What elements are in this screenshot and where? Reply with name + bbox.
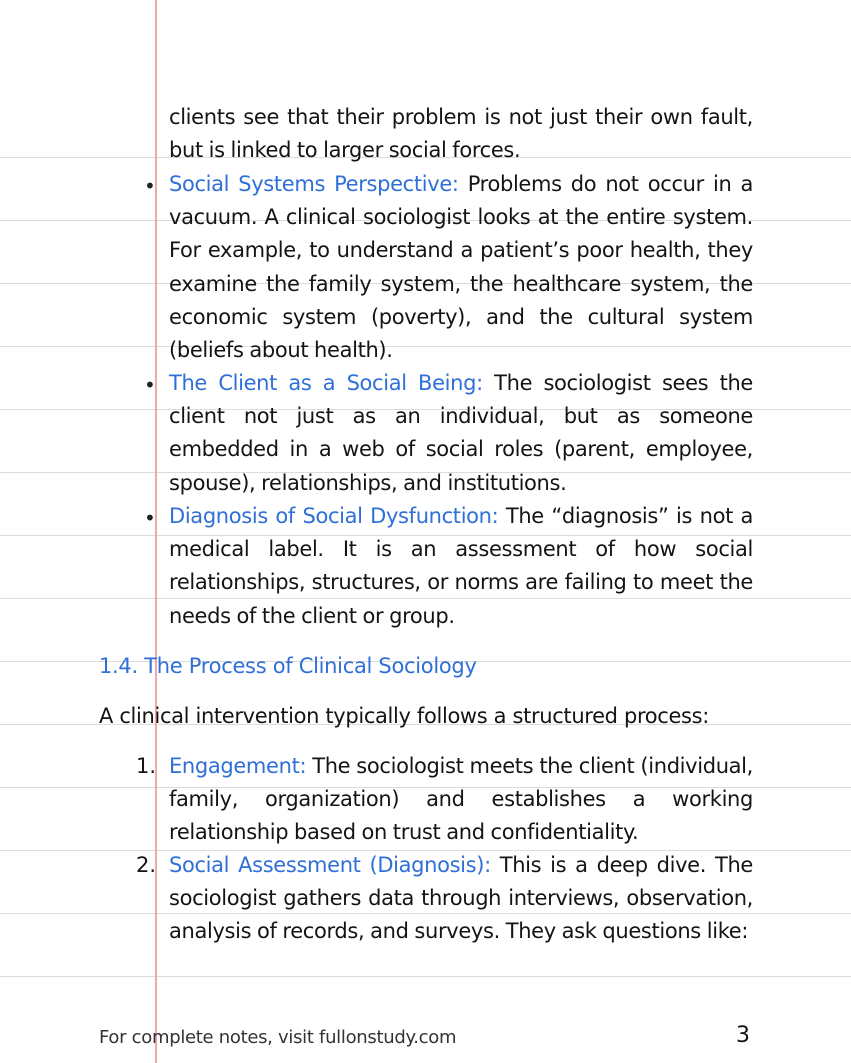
bullet-term: Social Systems Perspective: <box>169 172 459 196</box>
continuation-paragraph <box>169 101 753 167</box>
bullet-term: Diagnosis of Social Dysfunction: <box>169 504 499 528</box>
bullet-item-social-systems <box>169 168 753 367</box>
section-intro: A clinical intervention typically follows a structured process: <box>99 704 709 728</box>
step-engagement <box>169 750 753 850</box>
step-social-assessment <box>169 849 753 949</box>
page-number: 3 <box>736 1023 750 1048</box>
bullet-text: The sociologist sees the client not just as an individual, but as someone embedded in a web of social roles (parent, employee, spouse), relationships, and institutions. <box>169 371 753 495</box>
bullet-marker: • <box>144 174 156 198</box>
bullet-item-diagnosis <box>169 500 753 633</box>
footer-note: For complete notes, visit fullonstudy.com <box>99 1027 457 1048</box>
step-term: Engagement: <box>169 754 307 778</box>
bullet-marker: • <box>144 506 156 530</box>
step-term: Social Assessment (Diagnosis): <box>169 853 491 877</box>
bullet-marker: • <box>144 373 156 397</box>
step-text: The sociologist meets the client (individual, family, organization) and establishes a working relationship based on trust and confidentiality. <box>169 754 753 845</box>
step-number: 1. <box>135 754 156 778</box>
section-heading: 1.4. The Process of Clinical Sociology <box>99 654 477 678</box>
bullet-term: The Client as a Social Being: <box>169 371 483 395</box>
step-text: This is a deep dive. The sociologist gathers data through interviews, observation, analysis of records, and surveys. They ask questions like: <box>169 853 753 944</box>
continuation-text: clients see that their problem is not just their own fault, but is linked to larger social forces. <box>169 105 753 163</box>
step-number: 2. <box>135 853 156 877</box>
bullet-item-client-social-being <box>169 367 753 500</box>
bullet-text: Problems do not occur in a vacuum. A clinical sociologist looks at the entire system. For example, to understand a patient’s poor health, they examine the family system, the healthcare system, the economic system (poverty), and the cultural system (beliefs about health). <box>169 172 754 363</box>
bullet-text: The “diagnosis” is not a medical label. It is an assessment of how social relationships, structures, or norms are failing to meet the needs of the client or group. <box>169 504 753 628</box>
